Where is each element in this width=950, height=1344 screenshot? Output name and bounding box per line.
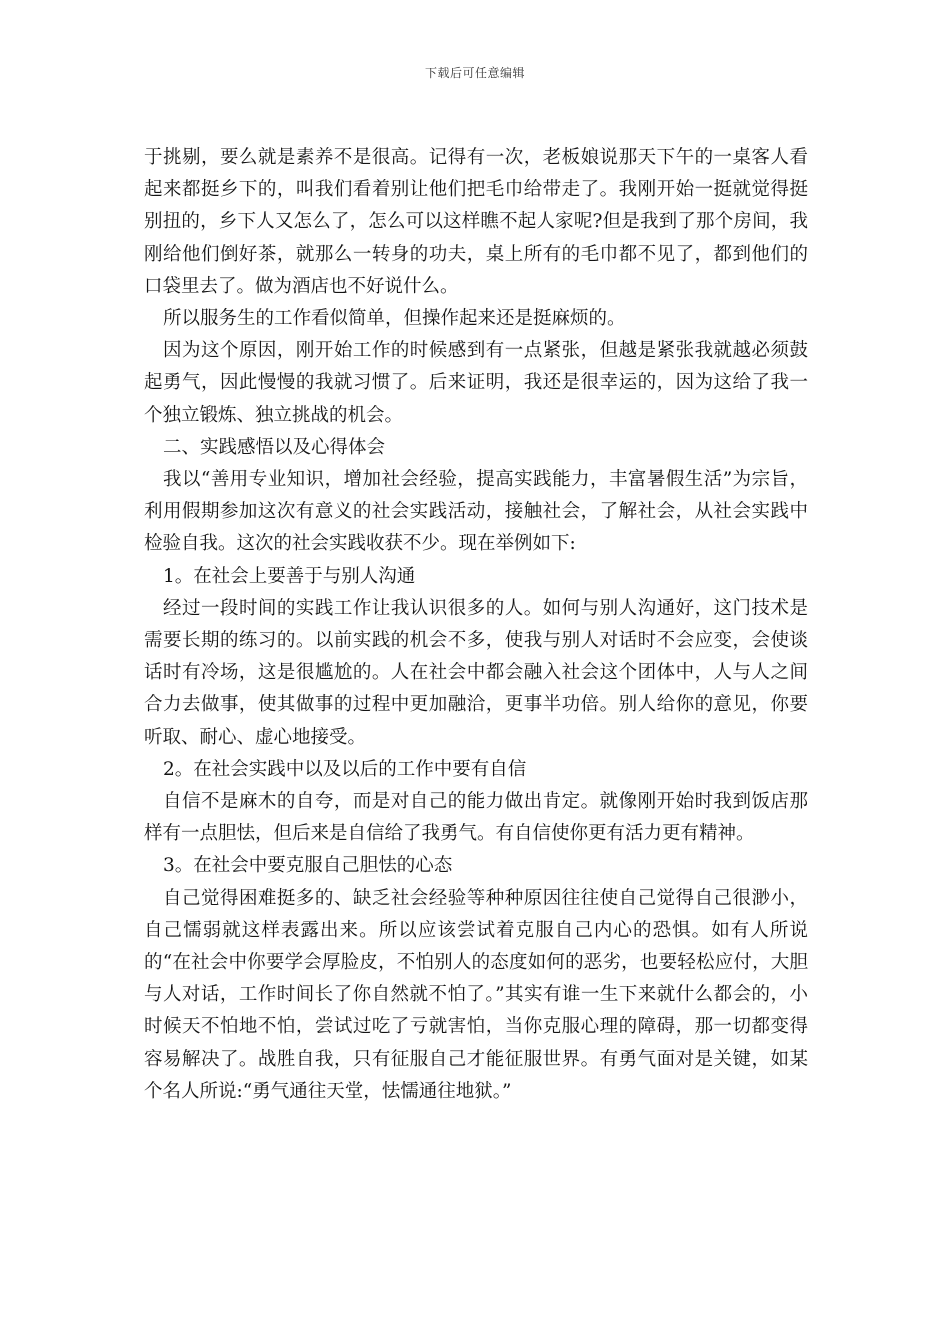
- paragraph-communication: 经过一段时间的实践工作让我认识很多的人。如何与别人沟通好，这门技术是需要长期的练习的。以前实践的机会不多，使我与别人对话时不会应变，会使谈话时有冷场，这是很尴尬的。人在社会中都会融入社会这个团体中，人与人之间合力去做事，使其做事的过程中更加融洽，更事半功倍。别人给你的意见，你要听取、耐心、虚心地接受。: [144, 597, 808, 748]
- paragraph-2: 所以服务生的工作看似简单，但操作起来还是挺麻烦的。: [163, 308, 626, 330]
- subheading-communication: 1。在社会上要善于与别人沟通: [163, 565, 416, 587]
- paragraph-3: 因为这个原因，刚开始工作的时候感到有一点紧张，但越是紧张我就越必须鼓起勇气，因此慢慢的我就习惯了。后来证明，我还是很幸运的，因为这给了我一个独立锻炼、独立挑战的机会。: [144, 340, 808, 426]
- paragraph-1: 于挑剔，要么就是素养不是很高。记得有一次，老板娘说那天下午的一桌客人看起来都挺乡下的，叫我们看着别让他们把毛巾给带走了。我刚开始一挺就觉得挺别扭的，乡下人又怎么了，怎么可以这样瞧不起人家呢?但是我到了那个房间，我刚给他们倒好茶，就那么一转身的功夫，桌上所有的毛巾都不见了，都到他们的口袋里去了。做为酒店也不好说什么。: [144, 147, 808, 297]
- subheading-overcome-timidity: 3。在社会中要克服自己胆怯的心态: [163, 855, 453, 877]
- section-heading-practice-insights: 二、实践感悟以及心得体会: [163, 436, 386, 458]
- paragraph-confidence: 自信不是麻木的自夸，而是对自己的能力做出肯定。就像刚开始时我到饭店那样有一点胆怯，但后来是自信给了我勇气。有自信使你更有活力更有精神。: [144, 791, 808, 845]
- subheading-confidence: 2。在社会实践中以及以后的工作中要有自信: [163, 758, 527, 780]
- paragraph-purpose: 我以“善用专业知识，增加社会经验，提高实践能力，丰富暑假生活”为宗旨，利用假期参加这次有意义的社会实践活动，接触社会，了解社会，从社会实践中检验自我。这次的社会实践收获不少。现在举例如下:: [144, 469, 808, 555]
- paragraph-overcome-timidity: 自己觉得困难挺多的、缺乏社会经验等种种原因往往使自己觉得自己很渺小，自己懦弱就这样表露出来。所以应该尝试着克服自己内心的恐惧。如有人所说的“在社会中你要学会厚脸皮，不怕别人的态度如何的恶劣，也要轻松应付，大胆与人对话，工作时间长了你自然就不怕了。”其实有谁一生下来就什么都会的，小时候天不怕地不怕，尝试过吃了亏就害怕，当你克服心理的障碍，那一切都变得容易解决了。战胜自我，只有征服自己才能征服世界。有勇气面对是关键，如某个名人所说:“勇气通往天堂，怯懦通往地狱。”: [144, 887, 808, 1102]
- document-body: [144, 142, 808, 1108]
- page-header: 下载后可任意编辑: [424, 66, 525, 80]
